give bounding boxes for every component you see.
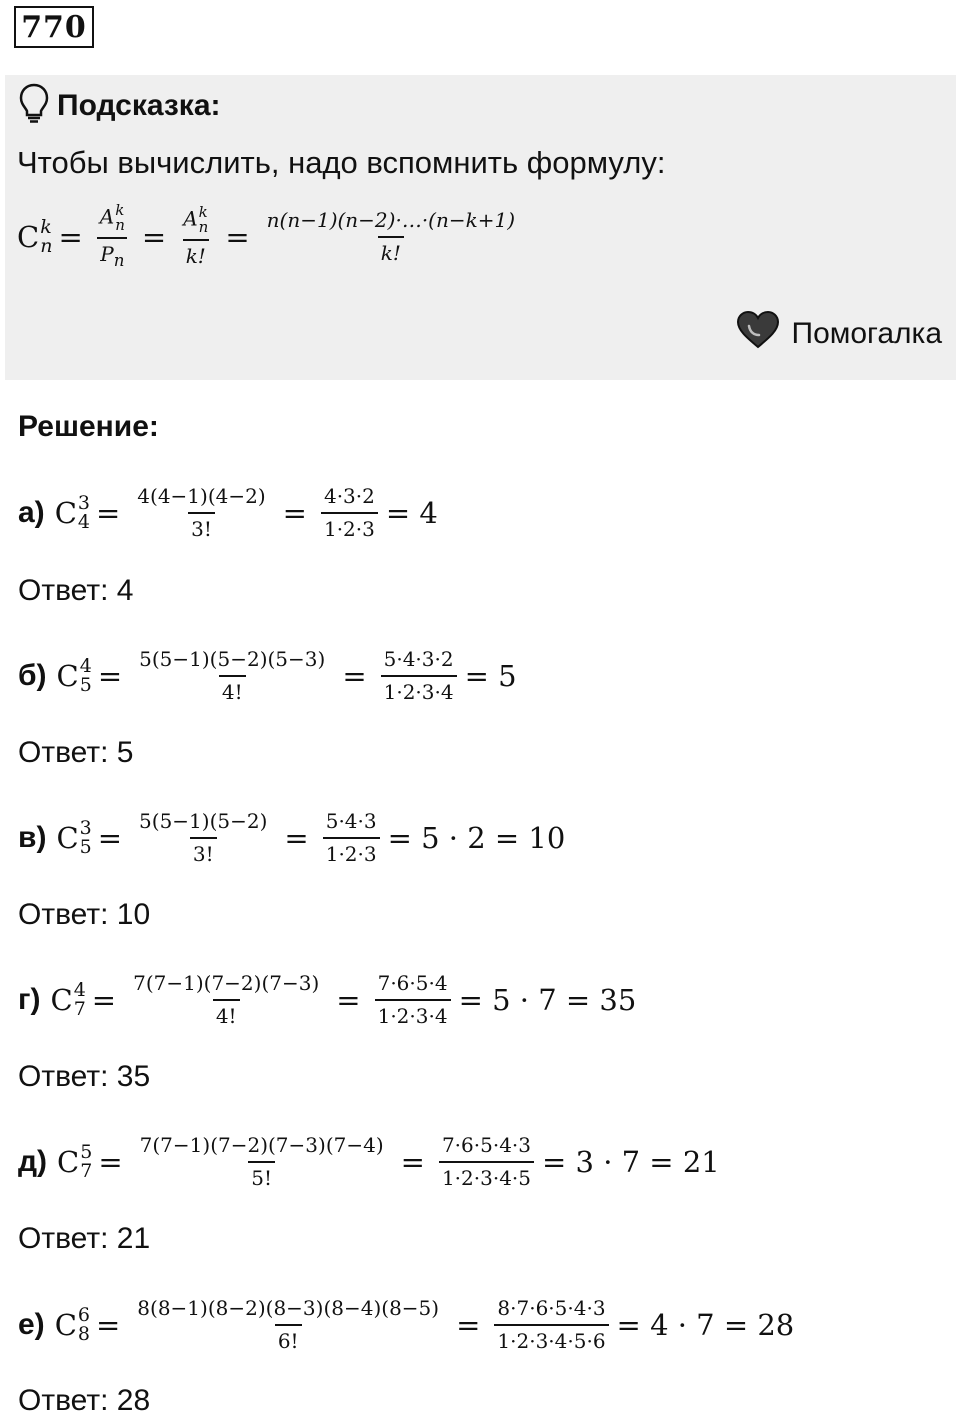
equals-sign: = — [91, 983, 117, 1017]
formula-c: C — [56, 821, 79, 855]
c-sub: 5 — [79, 674, 92, 696]
answer-line: Ответ: 5 — [18, 736, 134, 769]
c-indices — [74, 981, 86, 1019]
equals-sign: = — [98, 1145, 123, 1179]
frac-num: 5·4·3·2 — [383, 647, 454, 671]
fraction-product — [375, 972, 451, 1028]
problem-number: 770 — [14, 6, 94, 48]
hint-header — [19, 83, 221, 128]
hint-text: Чтобы вычислить, надо вспомнить формулу: — [17, 145, 666, 180]
a-sub: n — [198, 218, 209, 237]
c-sup: 5 — [80, 1141, 93, 1163]
result: = 4 — [385, 496, 438, 530]
frac-num: 7(7−1)(7−2)(7−3)(7−4) — [139, 1133, 384, 1157]
frac-num: 8(8−1)(8−2)(8−3)(8−4)(8−5) — [137, 1296, 440, 1320]
heart-icon — [736, 311, 780, 357]
frac-num: n(n−1)(n−2)·…·(n−k+1) — [266, 207, 516, 232]
a-sub: n — [115, 216, 125, 234]
formula-c-sup: k — [40, 215, 52, 238]
solution-title: Решение: — [18, 410, 159, 443]
result: = 5 — [464, 659, 517, 693]
c-indices — [80, 819, 92, 857]
frac-num: 7·6·5·4·3 — [441, 1133, 532, 1157]
a-indices — [115, 203, 125, 233]
c-sub: 5 — [79, 836, 92, 858]
equals-sign: = — [342, 659, 367, 693]
equals-sign: = — [400, 1145, 425, 1179]
formula-c: C — [56, 659, 79, 693]
fraction-product — [439, 1134, 534, 1190]
equals-sign: = — [97, 821, 123, 855]
hint-box — [5, 75, 956, 380]
item-letter: а) — [18, 496, 45, 529]
hint-formula — [17, 203, 526, 270]
frac-den: 6! — [275, 1324, 302, 1353]
frac-den: 1·2·3 — [323, 837, 380, 866]
c-sup: 4 — [73, 979, 86, 1001]
frac-num: 7(7−1)(7−2)(7−3) — [133, 971, 320, 995]
frac-den: 1·2·3·4 — [381, 675, 457, 704]
fraction-expanded — [137, 1134, 387, 1190]
frac-den: k! — [378, 236, 404, 265]
c-indices — [78, 1306, 90, 1344]
item-letter: е) — [18, 1308, 45, 1341]
frac-den: 1·2·3·4·5 — [439, 1161, 534, 1190]
a-sup: k — [198, 203, 208, 222]
frac-den: 4! — [219, 675, 246, 704]
fraction-product — [323, 810, 380, 866]
item-letter: д) — [18, 1145, 48, 1178]
answer-line: Ответ: 35 — [18, 1060, 151, 1093]
frac-num: 5·4·3 — [325, 809, 377, 833]
a-symbol: A — [99, 204, 115, 229]
result: = 3 · 7 = 21 — [542, 1145, 720, 1179]
equals-sign: = — [58, 219, 83, 254]
solution-row — [18, 810, 565, 866]
frac-num: 8·7·6·5·4·3 — [497, 1296, 606, 1320]
a-indices — [199, 205, 209, 235]
formula-c: C — [54, 1308, 77, 1342]
result: = 4 · 7 = 28 — [616, 1308, 795, 1342]
p-sub: n — [113, 251, 125, 270]
c-sup: 6 — [77, 1304, 90, 1326]
formula-c: C — [50, 983, 73, 1017]
equals-sign: = — [97, 659, 123, 693]
formula-c-sub: n — [40, 234, 53, 257]
hint-title: Подсказка: — [57, 88, 221, 122]
equals-sign: = — [141, 219, 167, 254]
frac-num — [180, 205, 211, 239]
c-sup: 3 — [79, 817, 92, 839]
c-sup: 3 — [77, 492, 90, 514]
equals-sign: = — [95, 1308, 121, 1342]
frac-num: 4·3·2 — [323, 484, 375, 508]
answer-line: Ответ: 10 — [18, 898, 151, 931]
c-indices — [80, 1143, 92, 1181]
fraction-product — [381, 648, 457, 704]
c-indices — [80, 657, 92, 695]
frac-den — [97, 237, 127, 270]
solution-row — [18, 972, 636, 1028]
item-letter: б) — [18, 659, 47, 692]
frac-den: 1·2·3 — [321, 512, 378, 541]
frac-den: 5! — [248, 1161, 275, 1190]
lightbulb-icon — [19, 83, 49, 128]
equals-sign: = — [225, 219, 250, 254]
p-symbol: P — [100, 242, 114, 266]
formula-c: C — [57, 1145, 80, 1179]
equals-sign: = — [336, 983, 361, 1017]
answer-line: Ответ: 4 — [18, 574, 134, 607]
equals-sign: = — [456, 1308, 481, 1342]
formula-frac-3 — [264, 209, 518, 265]
c-sup: 4 — [79, 655, 92, 677]
c-indices — [78, 494, 90, 532]
formula-frac-1 — [97, 203, 128, 270]
fraction-expanded — [134, 485, 268, 541]
formula-c: C — [54, 496, 77, 530]
solution-row — [18, 1134, 720, 1190]
fraction-expanded — [134, 1297, 442, 1353]
solution-row — [18, 648, 517, 704]
helper-button[interactable] — [736, 311, 943, 357]
frac-num: 7·6·5·4 — [377, 971, 448, 995]
frac-num: 5(5−1)(5−2) — [139, 809, 268, 833]
result: = 5 · 7 = 35 — [458, 983, 637, 1017]
frac-den: 4! — [213, 999, 240, 1028]
solution-row — [18, 1297, 794, 1353]
item-letter: в) — [18, 821, 47, 854]
frac-num: 4(4−1)(4−2) — [137, 484, 266, 508]
formula-c-indices — [40, 215, 53, 257]
equals-sign: = — [284, 821, 309, 855]
solution-row — [18, 485, 438, 541]
frac-den: 3! — [190, 837, 217, 866]
c-sub: 8 — [77, 1323, 90, 1345]
fraction-expanded — [136, 648, 328, 704]
c-sub: 7 — [73, 998, 86, 1020]
a-symbol: A — [183, 206, 198, 231]
frac-den: k! — [183, 239, 209, 268]
fraction-product — [494, 1297, 608, 1353]
c-sub: 4 — [77, 511, 90, 533]
formula-c: C — [17, 219, 40, 254]
frac-num — [97, 203, 128, 237]
result: = 5 · 2 = 10 — [387, 821, 566, 855]
frac-num: 5(5−1)(5−2)(5−3) — [139, 647, 326, 671]
equals-sign: = — [282, 496, 307, 530]
answer-line: Ответ: 21 — [18, 1222, 151, 1255]
frac-den: 3! — [188, 512, 215, 541]
c-sub: 7 — [80, 1160, 93, 1182]
formula-frac-2 — [180, 205, 211, 268]
frac-den: 1·2·3·4·5·6 — [494, 1324, 608, 1353]
fraction-expanded — [130, 972, 322, 1028]
frac-den: 1·2·3·4 — [375, 999, 451, 1028]
helper-label: Помогалка — [791, 317, 942, 350]
fraction-product — [321, 485, 378, 541]
fraction-expanded — [136, 810, 270, 866]
answer-line: Ответ: 28 — [18, 1384, 151, 1417]
item-letter: г) — [18, 983, 41, 1016]
a-sup: k — [115, 201, 125, 219]
equals-sign: = — [95, 496, 121, 530]
